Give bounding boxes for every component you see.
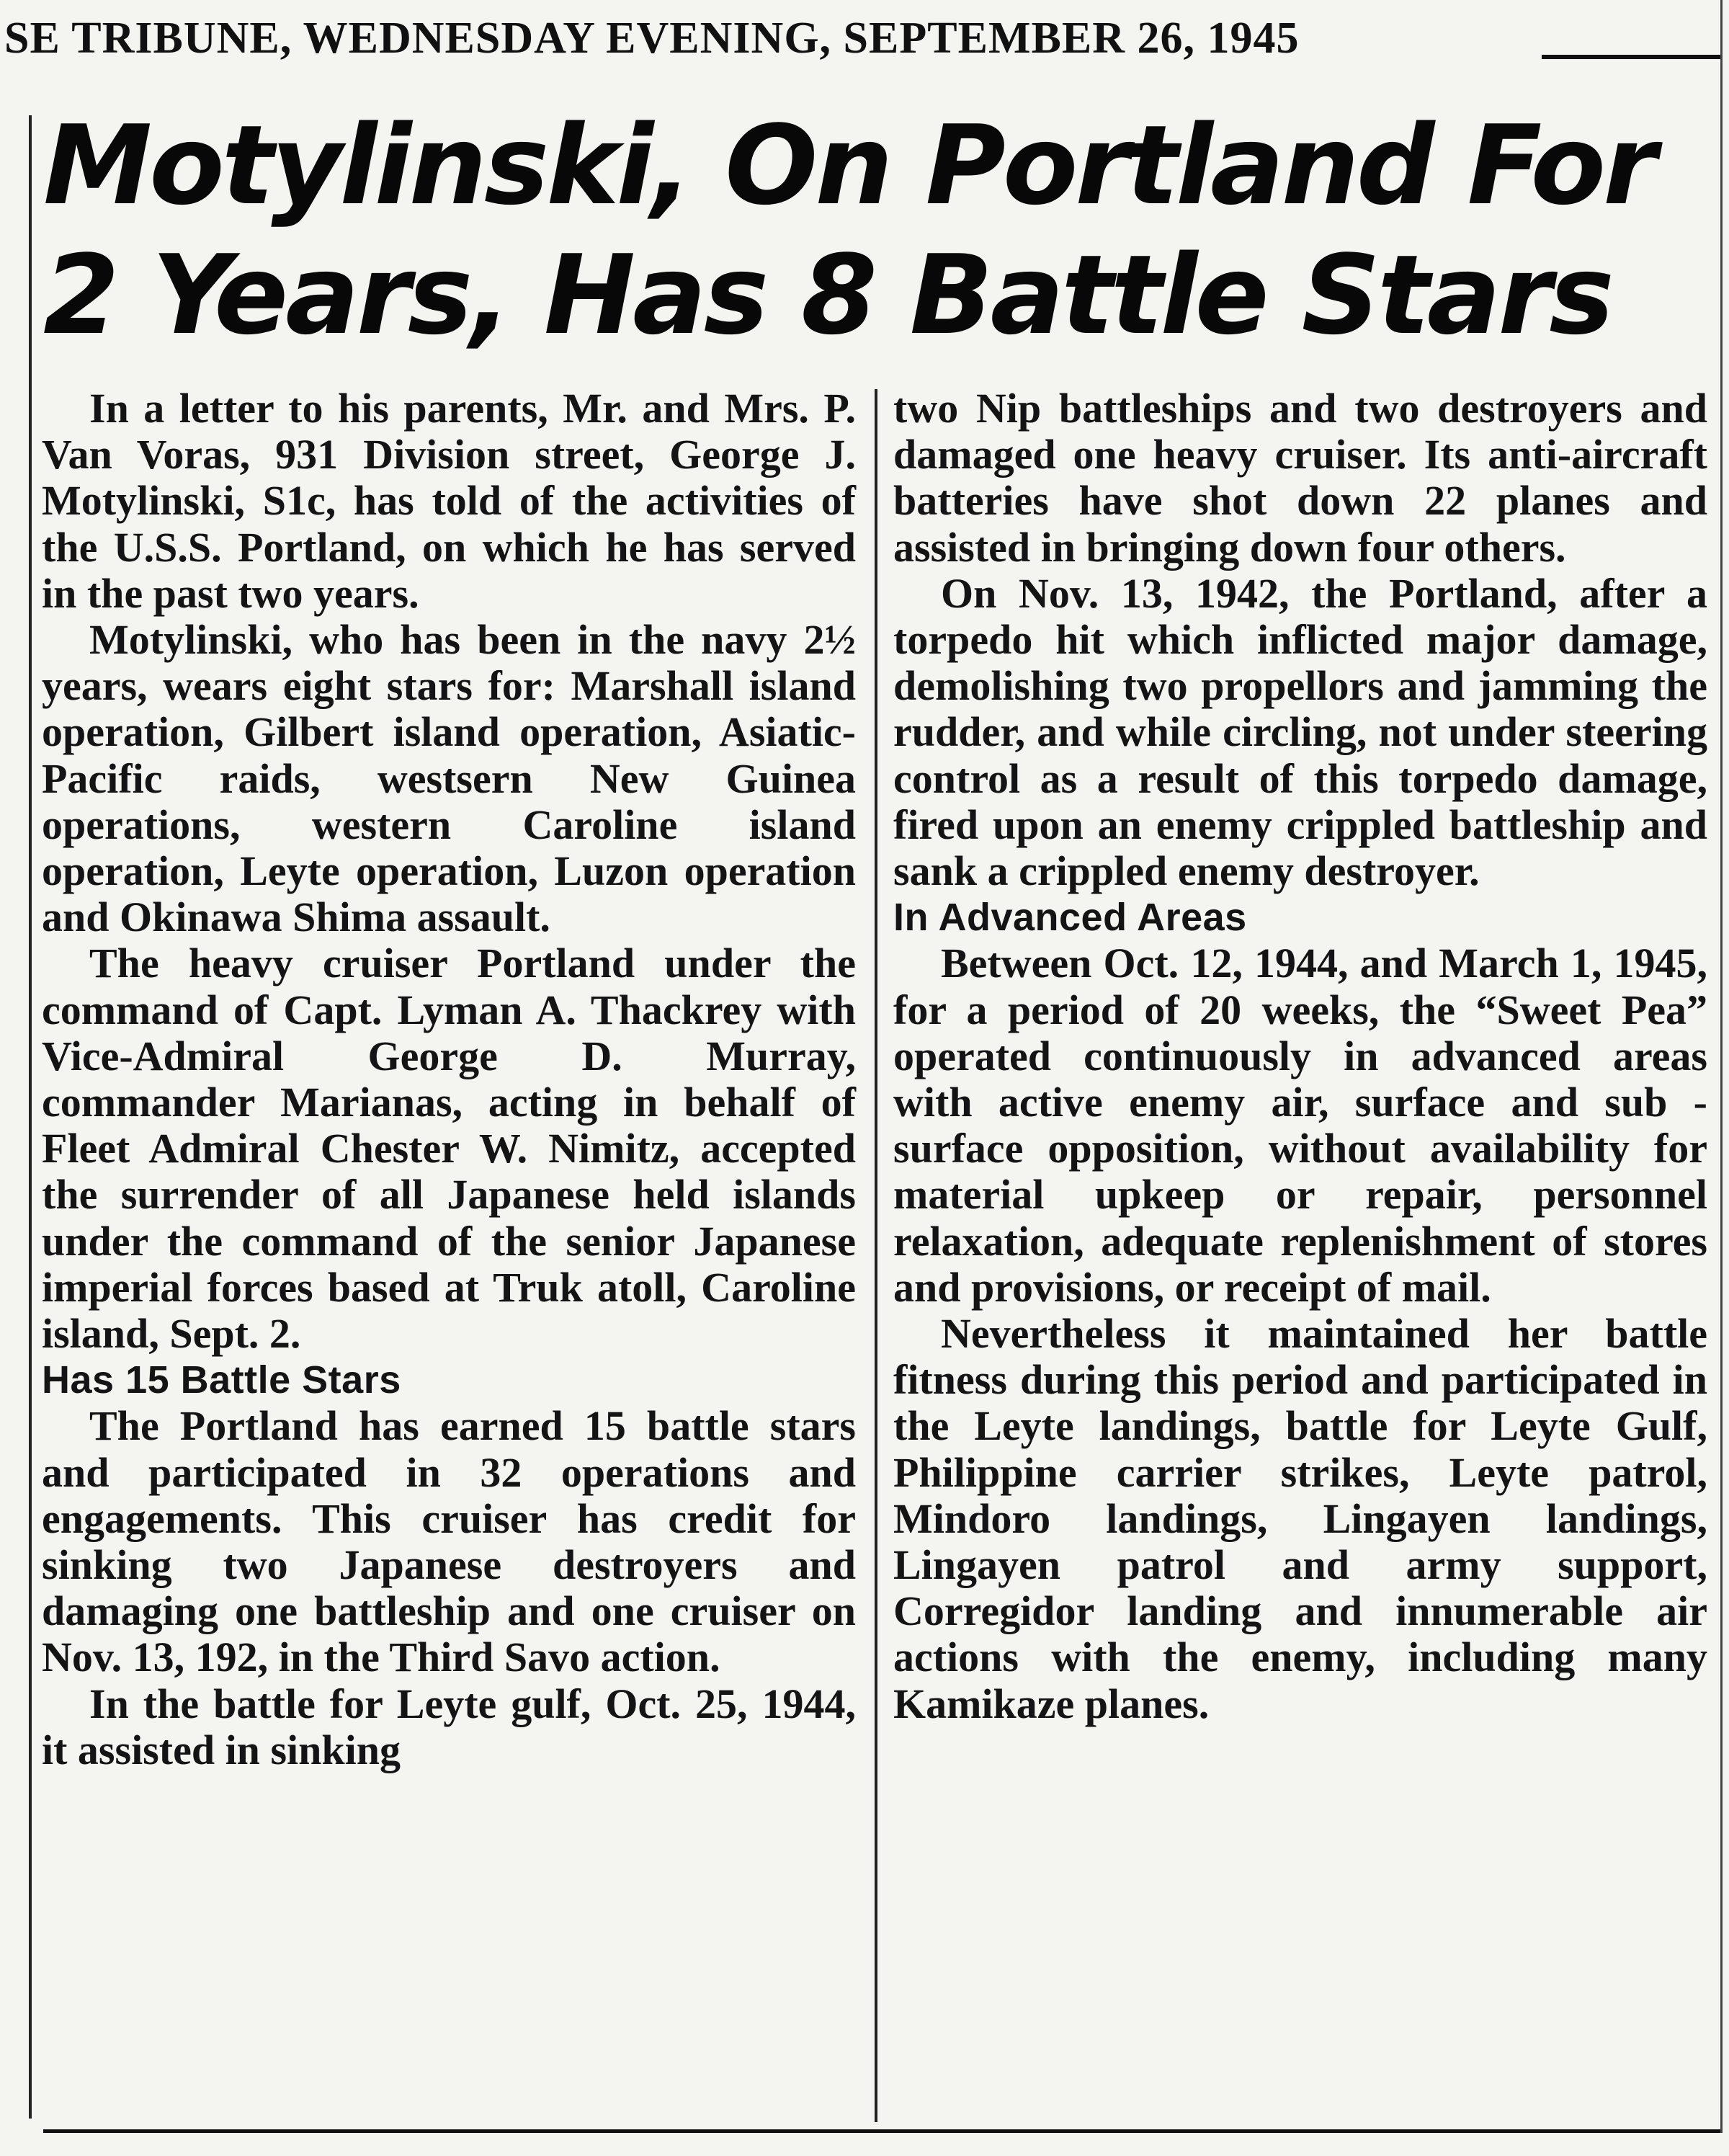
paragraph: Motylinski, who has been in the navy 2½ years, wears eight stars for: Marshall island operation, Gilbert island operation, Asiatic-Pacific raids, westsern New Guinea operations, western Caroline island operation, Leyte operation, Luzon operation and Okinawa Shima assault. <box>42 616 856 941</box>
page-edge-rule <box>1720 0 1723 2133</box>
dateline-bar <box>0 3 1729 84</box>
paragraph: On Nov. 13, 1942, the Portland, after a torpedo hit which inflicted major damage, demolishing two propellors and jamming the rudder, and while circling, not under steering control as a result of this torpedo damage, fired upon an enemy crippled battleship and sank a crippled enemy destroyer. <box>893 569 1707 895</box>
paragraph-continued: two Nip battleships and two destroyers and damaged one heavy cruiser. Its anti-aircraft batteries have shot down 22 planes and assisted in bringing down four others. <box>893 385 1707 571</box>
article-headline <box>43 101 1715 360</box>
subheading: In Advanced Areas <box>893 896 1247 940</box>
headline-line: Motylinski, On Portland For <box>43 102 1654 229</box>
paragraph: In the battle for Leyte gulf, Oct. 25, 1944, it assisted in sinking <box>42 1680 856 1773</box>
subheading: Has 15 Battle Stars <box>42 1358 401 1402</box>
column-rule <box>875 389 877 2122</box>
dateline-rule <box>1542 55 1720 59</box>
paragraph: Between Oct. 12, 1944, and March 1, 1945, for a period of 20 weeks, the “Sweet Pea” operated continuously in advanced areas with active enemy air, surface and sub - surface opposition, without availability for material upkeep or repair, personnel relaxation, adequate replenishment of stores and provisions, or receipt of mail. <box>893 940 1707 1311</box>
article-column-2 <box>893 386 1707 1727</box>
paragraph: In a letter to his parents, Mr. and Mrs. P. Van Voras, 931 Division street, George J. Motylinski, S1c, has told of the activities of the U.S.S. Portland, on which he has served in the past two years. <box>42 385 856 617</box>
page-edge-rule <box>29 115 32 2119</box>
paragraph: The Portland has earned 15 battle stars and participated in 32 operations and engagements. This cruiser has credit for sinking two Japanese destroyers and damaging one battleship and one cruiser on Nov. 13, 192, in the Third Savo action. <box>42 1402 856 1681</box>
headline-line: 2 Years, Has 8 Battle Stars <box>43 231 1612 359</box>
article-column-1 <box>42 386 856 1773</box>
paragraph: Nevertheless it maintained her battle fitness during this period and participated in the Leyte landings, battle for Leyte Gulf, Philippine carrier strikes, Leyte patrol, Mindoro landings, Lingayen landings, Lingayen patrol and army support, Corregidor landing and innumerable air actions with the enemy, including many Kamikaze planes. <box>893 1310 1707 1727</box>
dateline: SE TRIBUNE, WEDNESDAY EVENING, SEPTEMBER 26, 1945 <box>4 14 1300 63</box>
bottom-rule <box>43 2129 1720 2133</box>
paragraph: The heavy cruiser Portland under the command of Capt. Lyman A. Thackrey with Vice-Admiral George D. Murray, commander Marianas, acting in behalf of Fleet Admiral Chester W. Nimitz, accepted the surrender of all Japanese held islands under the command of the senior Japanese imperial forces based at Truk atoll, Caroline island, Sept. 2. <box>42 940 856 1358</box>
